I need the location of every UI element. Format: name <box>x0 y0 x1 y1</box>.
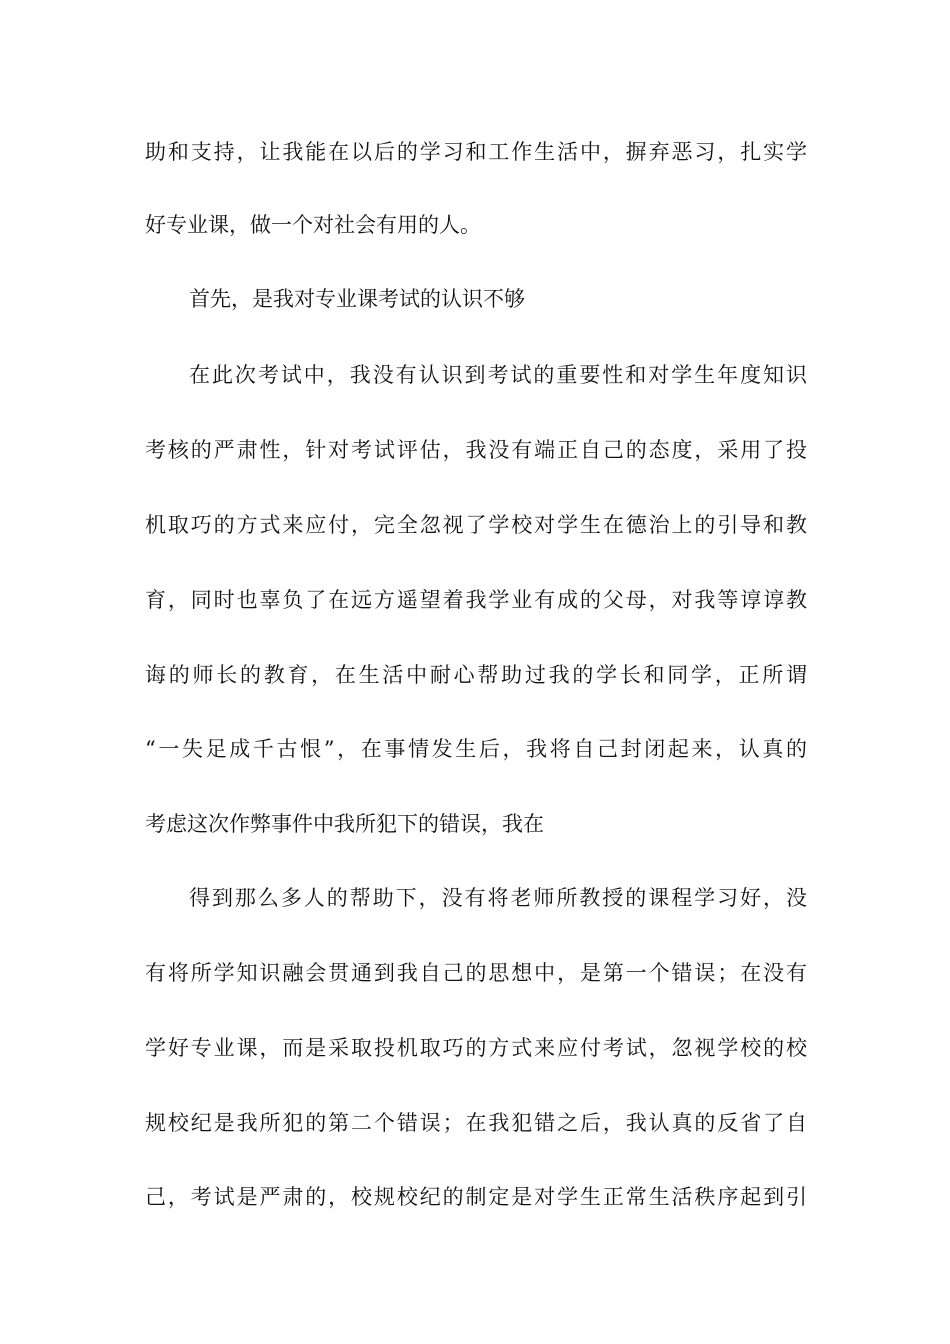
text-line: 机取巧的方式来应付，完全忽视了学校对学生在德治上的引导和教 <box>145 513 807 537</box>
text-line: 好专业课，做一个对社会有用的人。 <box>145 213 481 237</box>
text-line: 助和支持，让我能在以后的学习和工作生活中，摒弃恶习，扎实学 <box>145 140 807 164</box>
text-line: 得到那么多人的帮助下，没有将老师所教授的课程学习好，没 <box>189 886 807 910</box>
text-line: 在此次考试中，我没有认识到考试的重要性和对学生年度知识 <box>189 363 807 387</box>
text-line: 考虑这次作弊事件中我所犯下的错误，我在 <box>145 812 544 836</box>
text-line: 诲的师长的教育，在生活中耐心帮助过我的学长和同学，正所谓 <box>145 663 807 687</box>
text-line: “一失足成千古恨”，在事情发生后，我将自己封闭起来，认真的 <box>145 737 807 761</box>
text-line: 育，同时也辜负了在远方遥望着我学业有成的父母，对我等谆谆教 <box>145 588 807 612</box>
text-line: 学好专业课，而是采取投机取巧的方式来应付考试，忽视学校的校 <box>145 1036 807 1060</box>
text-line: 己，考试是严肃的，校规校纪的制定是对学生正常生活秩序起到引 <box>145 1185 807 1209</box>
section-heading: 首先，是我对专业课考试的认识不够 <box>189 287 525 311</box>
text-line: 考核的严肃性，针对考试评估，我没有端正自己的态度，采用了投 <box>145 438 807 462</box>
text-line: 有将所学知识融会贯通到我自己的思想中，是第一个错误；在没有 <box>145 961 807 985</box>
text-line: 规校纪是我所犯的第二个错误；在我犯错之后，我认真的反省了自 <box>145 1111 807 1135</box>
